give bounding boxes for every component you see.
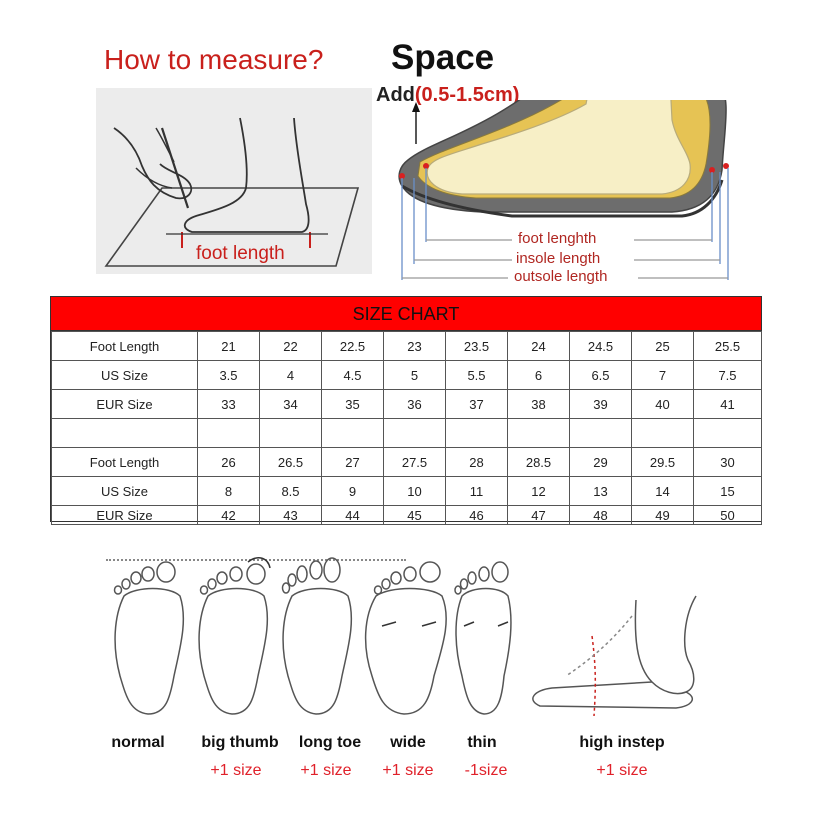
table-cell: 5.5 xyxy=(446,361,508,390)
thin-adjust: -1size xyxy=(464,762,508,779)
outsole-length-label: outsole length xyxy=(514,268,608,285)
table-cell: 48 xyxy=(570,506,632,525)
row-label: US Size xyxy=(52,477,198,506)
table-cell: 13 xyxy=(570,477,632,506)
table-cell: 23 xyxy=(384,332,446,361)
table-cell: 9 xyxy=(322,477,384,506)
row-label: Foot Length xyxy=(52,448,198,477)
table-cell: 28 xyxy=(446,448,508,477)
table-cell: 42 xyxy=(198,506,260,525)
table-cell xyxy=(52,419,198,448)
table-cell: 11 xyxy=(446,477,508,506)
table-cell: 4.5 xyxy=(322,361,384,390)
thin-foot-icon xyxy=(455,562,511,714)
table-cell: 37 xyxy=(446,390,508,419)
row-label: Foot Length xyxy=(52,332,198,361)
table-cell: 33 xyxy=(198,390,260,419)
table-cell: 35 xyxy=(322,390,384,419)
table-cell xyxy=(260,419,322,448)
foot-length-label: foot length xyxy=(196,243,285,264)
shoe-foot-length-label: foot lenghth xyxy=(518,230,597,247)
add-word: Add xyxy=(376,84,415,106)
table-cell: 43 xyxy=(260,506,322,525)
table-row xyxy=(52,390,762,419)
size-chart-title: SIZE CHART xyxy=(51,297,761,331)
wide-adjust: +1 size xyxy=(382,762,434,779)
table-cell xyxy=(446,419,508,448)
row-label: EUR Size xyxy=(52,506,198,525)
table-cell: 8 xyxy=(198,477,260,506)
table-cell: 5 xyxy=(384,361,446,390)
table-cell xyxy=(632,419,694,448)
table-cell: 27.5 xyxy=(384,448,446,477)
table-cell: 40 xyxy=(632,390,694,419)
row-label: US Size xyxy=(52,361,198,390)
table-cell: 39 xyxy=(570,390,632,419)
table-cell: 10 xyxy=(384,477,446,506)
foot-type-big-thumb: big thumb xyxy=(201,734,279,751)
table-cell: 38 xyxy=(508,390,570,419)
foot-type-normal: normal xyxy=(111,734,165,751)
table-row xyxy=(52,332,762,361)
table-cell: 7.5 xyxy=(694,361,762,390)
table-row-spacer xyxy=(52,419,762,448)
wide-foot-icon xyxy=(366,562,447,714)
table-cell: 6.5 xyxy=(570,361,632,390)
high-instep-adjust: +1 size xyxy=(596,762,648,779)
table-cell: 12 xyxy=(508,477,570,506)
table-cell: 29.5 xyxy=(632,448,694,477)
table-cell: 49 xyxy=(632,506,694,525)
table-cell: 15 xyxy=(694,477,762,506)
table-cell: 22 xyxy=(260,332,322,361)
size-chart-table xyxy=(51,331,762,525)
big-thumb-foot-icon xyxy=(199,558,270,714)
table-cell xyxy=(694,419,762,448)
insole-length-label: insole length xyxy=(516,250,601,267)
table-cell: 4 xyxy=(260,361,322,390)
table-cell: 3.5 xyxy=(198,361,260,390)
table-cell: 23.5 xyxy=(446,332,508,361)
table-cell: 47 xyxy=(508,506,570,525)
table-row xyxy=(52,506,762,525)
table-cell xyxy=(322,419,384,448)
table-cell: 24 xyxy=(508,332,570,361)
table-cell xyxy=(570,419,632,448)
add-range: (0.5-1.5cm) xyxy=(414,84,520,106)
foot-type-high-instep: high instep xyxy=(579,734,665,751)
table-cell: 34 xyxy=(260,390,322,419)
table-cell: 26 xyxy=(198,448,260,477)
table-cell xyxy=(198,419,260,448)
table-cell: 46 xyxy=(446,506,508,525)
table-cell: 6 xyxy=(508,361,570,390)
how-to-measure-title: How to measure? xyxy=(104,44,324,75)
table-cell: 41 xyxy=(694,390,762,419)
table-row xyxy=(52,448,762,477)
table-cell: 7 xyxy=(632,361,694,390)
table-cell: 8.5 xyxy=(260,477,322,506)
table-cell xyxy=(508,419,570,448)
size-chart xyxy=(50,296,762,522)
table-cell: 14 xyxy=(632,477,694,506)
long-toe-adjust: +1 size xyxy=(300,762,352,779)
table-cell: 36 xyxy=(384,390,446,419)
normal-foot-icon xyxy=(115,562,184,714)
table-row xyxy=(52,361,762,390)
table-cell: 29 xyxy=(570,448,632,477)
table-cell: 45 xyxy=(384,506,446,525)
table-cell: 27 xyxy=(322,448,384,477)
table-cell: 50 xyxy=(694,506,762,525)
foot-type-thin: thin xyxy=(467,734,497,751)
table-cell: 22.5 xyxy=(322,332,384,361)
big-thumb-adjust: +1 size xyxy=(210,762,262,779)
table-cell: 30 xyxy=(694,448,762,477)
table-cell: 25 xyxy=(632,332,694,361)
table-cell: 24.5 xyxy=(570,332,632,361)
long-toe-foot-icon xyxy=(283,558,352,714)
space-title: Space xyxy=(391,38,495,77)
row-label: EUR Size xyxy=(52,390,198,419)
foot-type-long-toe: long toe xyxy=(298,734,362,751)
table-cell: 25.5 xyxy=(694,332,762,361)
table-cell: 28.5 xyxy=(508,448,570,477)
table-cell: 21 xyxy=(198,332,260,361)
foot-types-drawing xyxy=(96,556,716,732)
high-instep-foot-icon xyxy=(533,596,696,716)
table-cell: 26.5 xyxy=(260,448,322,477)
table-cell xyxy=(384,419,446,448)
table-row xyxy=(52,477,762,506)
table-cell: 44 xyxy=(322,506,384,525)
foot-type-wide: wide xyxy=(390,734,426,751)
